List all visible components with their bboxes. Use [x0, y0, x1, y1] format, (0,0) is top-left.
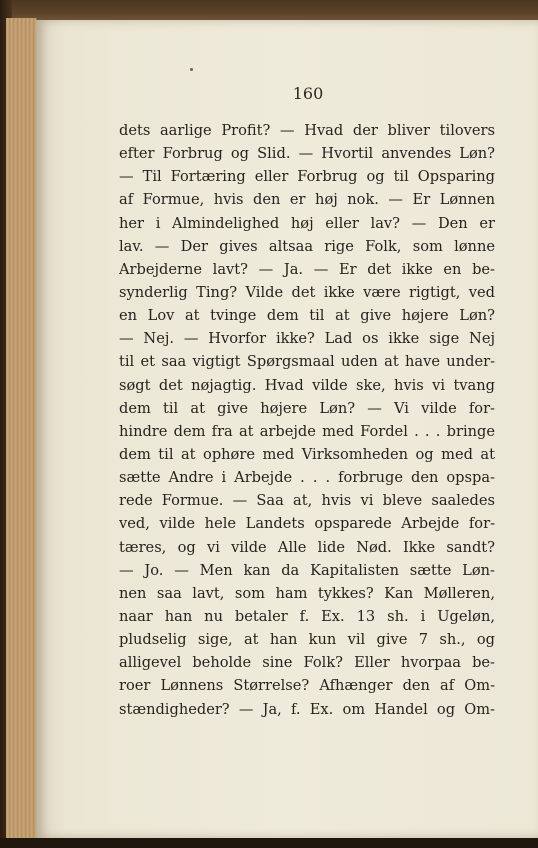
text-line: stændigheder? — Ja, f. Ex. om Handel og Om-	[119, 700, 495, 718]
page-number: 160	[292, 84, 324, 103]
paper-speck	[190, 68, 193, 71]
text-line: til et saa vigtigt Spørgsmaal uden at have under-	[119, 353, 495, 371]
text-line: sætte Andre i Arbejde . . . forbruge den opspa-	[119, 469, 495, 487]
text-line: Arbejderne lavt? — Ja. — Er det ikke en be-	[119, 260, 495, 278]
text-line: nen saa lavt, som ham tykkes? Kan Mølleren,	[119, 584, 495, 602]
text-line: en Lov at tvinge dem til at give højere Løn?	[119, 307, 495, 325]
text-line: tæres, og vi vilde Alle lide Nød. Ikke sandt?	[119, 538, 495, 556]
page-stack-edges	[6, 18, 37, 840]
book-cover-top	[0, 0, 538, 20]
text-line: — Jo. — Men kan da Kapitalisten sætte Løn-	[119, 561, 495, 579]
text-line: af Formue, hvis den er høj nok. — Er Lønnen	[119, 191, 495, 209]
text-line: naar han nu betaler f. Ex. 13 sh. i Ugeløn,	[119, 607, 495, 625]
text-line: — Nej. — Hvorfor ikke? Lad os ikke sige Nej	[119, 330, 495, 348]
book-bottom-edge	[0, 838, 538, 848]
text-line: — Til Fortæring eller Forbrug og til Opsparing	[119, 168, 495, 186]
text-line: dem til at ophøre med Virksomheden og med at	[119, 445, 495, 463]
text-line: ved, vilde hele Landets opsparede Arbejde for-	[119, 515, 495, 533]
text-line: rede Formue. — Saa at, hvis vi bleve saaledes	[119, 492, 495, 510]
body-text	[119, 119, 495, 721]
text-line: synderlig Ting? Vilde det ikke være rigtigt, ved	[119, 283, 495, 301]
text-line: lav. — Der gives altsaa rige Folk, som lønne	[119, 237, 495, 255]
text-line: dets aarlige Profit? — Hvad der bliver tilovers	[119, 122, 495, 139]
text-line: her i Almindelighed høj eller lav? — Den er	[119, 214, 495, 232]
text-line: hindre dem fra at arbejde med Fordel . . . bringe	[119, 422, 495, 440]
text-line: dem til at give højere Løn? — Vi vilde for-	[119, 399, 495, 417]
text-line: pludselig sige, at han kun vil give 7 sh., og	[119, 631, 495, 649]
text-line: efter Forbrug og Slid. — Hvortil anvendes Løn?	[119, 145, 495, 163]
text-line: alligevel beholde sine Folk? Eller hvorpaa be-	[119, 654, 495, 672]
text-line: søgt det nøjagtig. Hvad vilde ske, hvis vi tvang	[119, 376, 495, 394]
text-line: roer Lønnens Størrelse? Afhænger den af Om-	[119, 677, 495, 695]
